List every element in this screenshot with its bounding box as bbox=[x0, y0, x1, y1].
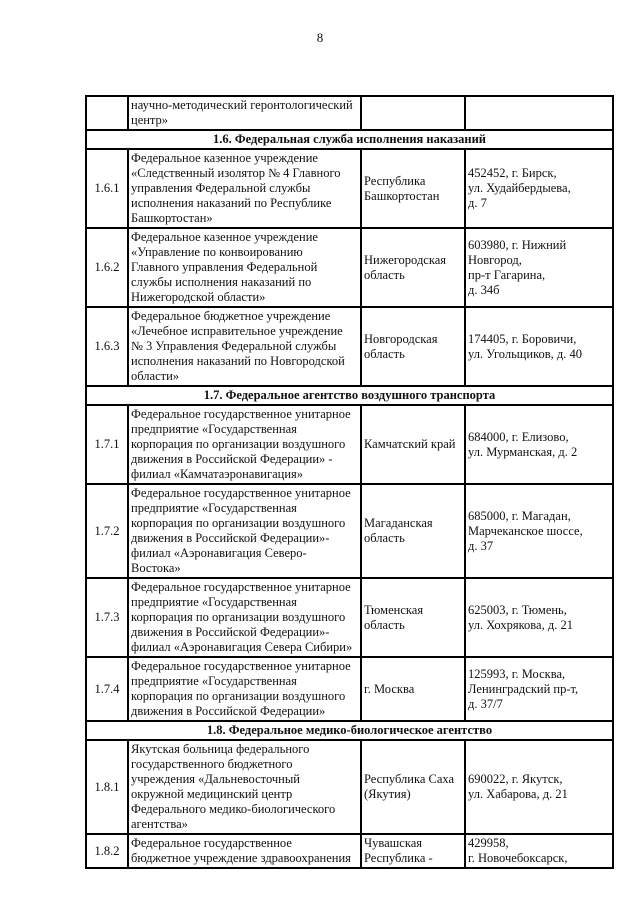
organization-name-cell bbox=[128, 740, 361, 834]
region: Новгородская область bbox=[364, 331, 438, 361]
organization-name-cell bbox=[128, 484, 361, 578]
region: Нижегородская область bbox=[364, 252, 447, 282]
organization-name-cell bbox=[128, 834, 361, 868]
region: Магаданская область bbox=[364, 516, 433, 545]
row-number: 1.7.1 bbox=[86, 405, 128, 484]
section-header-row bbox=[86, 386, 613, 405]
table-row bbox=[86, 405, 613, 484]
address: 174405, г. Боровичи, ул. Угольщиков, д. 40 bbox=[468, 331, 583, 361]
address: 429958, г. Новочебоксарск, bbox=[468, 836, 568, 865]
organization-name-cell bbox=[128, 96, 361, 130]
region: г. Москва bbox=[364, 681, 415, 696]
region-cell bbox=[361, 228, 465, 307]
address-cell bbox=[465, 834, 613, 868]
row-number: 1.7.2 bbox=[86, 484, 128, 578]
organization-name: Федеральное государственное унитарное предприятие «Государственная корпорация по организации воздушного движения в Российской Федерации» bbox=[131, 659, 351, 718]
region-cell bbox=[361, 405, 465, 484]
address-cell bbox=[465, 96, 613, 130]
region-cell bbox=[361, 149, 465, 228]
row-number: 1.6.1 bbox=[86, 149, 128, 228]
organization-name-cell bbox=[128, 657, 361, 721]
row-number: 1.8.2 bbox=[86, 834, 128, 868]
address: 603980, г. Нижний Новгород, пр-т Гагарина, д. 34б bbox=[468, 237, 567, 297]
address-cell bbox=[465, 307, 613, 386]
region-cell bbox=[361, 484, 465, 578]
address-cell bbox=[465, 405, 613, 484]
row-number: 1.6.3 bbox=[86, 307, 128, 386]
row-number: 1.6.2 bbox=[86, 228, 128, 307]
region-cell bbox=[361, 740, 465, 834]
address: 125993, г. Москва, Ленинградский пр-т, д. 37/7 bbox=[468, 666, 579, 711]
organization-name: Федеральное государственное унитарное предприятие «Государственная корпорация по организации воздушного движения в Российской Федерации»- филиал «Аэронавигация Севера Сибири» bbox=[131, 580, 353, 654]
table-row bbox=[86, 307, 613, 386]
region: Камчатский край bbox=[364, 437, 456, 451]
page-number: 8 bbox=[316, 30, 324, 45]
region-cell bbox=[361, 578, 465, 657]
row-number: 1.7.4 bbox=[86, 657, 128, 721]
table-row bbox=[86, 578, 613, 657]
address: 684000, г. Елизово, ул. Мурманская, д. 2 bbox=[468, 429, 578, 459]
table-row bbox=[86, 149, 613, 228]
table-row bbox=[86, 834, 613, 868]
address: 690022, г. Якутск, ул. Хабарова, д. 21 bbox=[468, 772, 568, 801]
region-cell bbox=[361, 657, 465, 721]
section-title: 1.6. Федеральная служба исполнения наказаний bbox=[86, 130, 613, 149]
address-cell bbox=[465, 740, 613, 834]
table-row bbox=[86, 484, 613, 578]
section-header-row bbox=[86, 130, 613, 149]
section-title: 1.8. Федеральное медико-биологическое агентство bbox=[86, 721, 613, 740]
region: Чувашская Республика - bbox=[364, 836, 433, 865]
organization-name: Федеральное бюджетное учреждение «Лечебное исправительное учреждение № 3 Управления Федеральной службы исполнения наказаний по Новгородской области» bbox=[131, 309, 345, 383]
organization-name: Федеральное государственное унитарное предприятие «Государственная корпорация по организации воздушного движения в Российской Федерации» - филиал «Камчатаэронавигация» bbox=[131, 407, 351, 481]
region-cell bbox=[361, 307, 465, 386]
organization-name: Федеральное государственное бюджетное учреждение здравоохранения bbox=[131, 836, 351, 865]
address-cell bbox=[465, 657, 613, 721]
organization-name-cell bbox=[128, 307, 361, 386]
organization-name: Федеральное казенное учреждение «Управление по конвоированию Главного управления Федеральной службы исполнения наказаний по Нижегородской области» bbox=[131, 230, 318, 304]
region: Республика Саха (Якутия) bbox=[364, 772, 455, 801]
organization-name: Федеральное государственное унитарное предприятие «Государственная корпорация по организации воздушного движения в Российской Федерации»- филиал «Аэронавигация Северо- Востока» bbox=[131, 486, 351, 575]
document-table bbox=[85, 95, 614, 869]
organization-name: Федеральное казенное учреждение «Следственный изолятор № 4 Главного управления Федеральной службы исполнения наказаний по Республике Башкортостан» bbox=[131, 151, 341, 225]
table-row bbox=[86, 228, 613, 307]
region: Тюменская область bbox=[364, 602, 424, 632]
address: 452452, г. Бирск, ул. Худайбердыева, д. 7 bbox=[468, 166, 571, 210]
address: 625003, г. Тюмень, ул. Хохрякова, д. 21 bbox=[468, 602, 573, 632]
organization-name-cell bbox=[128, 228, 361, 307]
address: 685000, г. Магадан, Марчеканское шоссе, д. 37 bbox=[468, 508, 583, 553]
organization-name-cell bbox=[128, 405, 361, 484]
table-row bbox=[86, 96, 613, 130]
table-row bbox=[86, 740, 613, 834]
row-number: 1.8.1 bbox=[86, 740, 128, 834]
region-cell bbox=[361, 834, 465, 868]
organization-name: Якутская больница федерального государственного бюджетного учреждения «Дальневосточный окружной медицинский центр Федерального медико-биологического агентства» bbox=[131, 742, 336, 831]
table-row bbox=[86, 657, 613, 721]
region: Республика Башкортостан bbox=[364, 173, 440, 203]
address-cell bbox=[465, 578, 613, 657]
organization-name-cell bbox=[128, 578, 361, 657]
address-cell bbox=[465, 149, 613, 228]
section-title: 1.7. Федеральное агентство воздушного транспорта bbox=[86, 386, 613, 405]
row-number: 1.7.3 bbox=[86, 578, 128, 657]
row-number-cell bbox=[86, 96, 128, 130]
organization-name-cell bbox=[128, 149, 361, 228]
organization-name: научно-методический геронтологический центр» bbox=[131, 98, 353, 127]
section-header-row bbox=[86, 721, 613, 740]
address-cell bbox=[465, 228, 613, 307]
region-cell bbox=[361, 96, 465, 130]
address-cell bbox=[465, 484, 613, 578]
